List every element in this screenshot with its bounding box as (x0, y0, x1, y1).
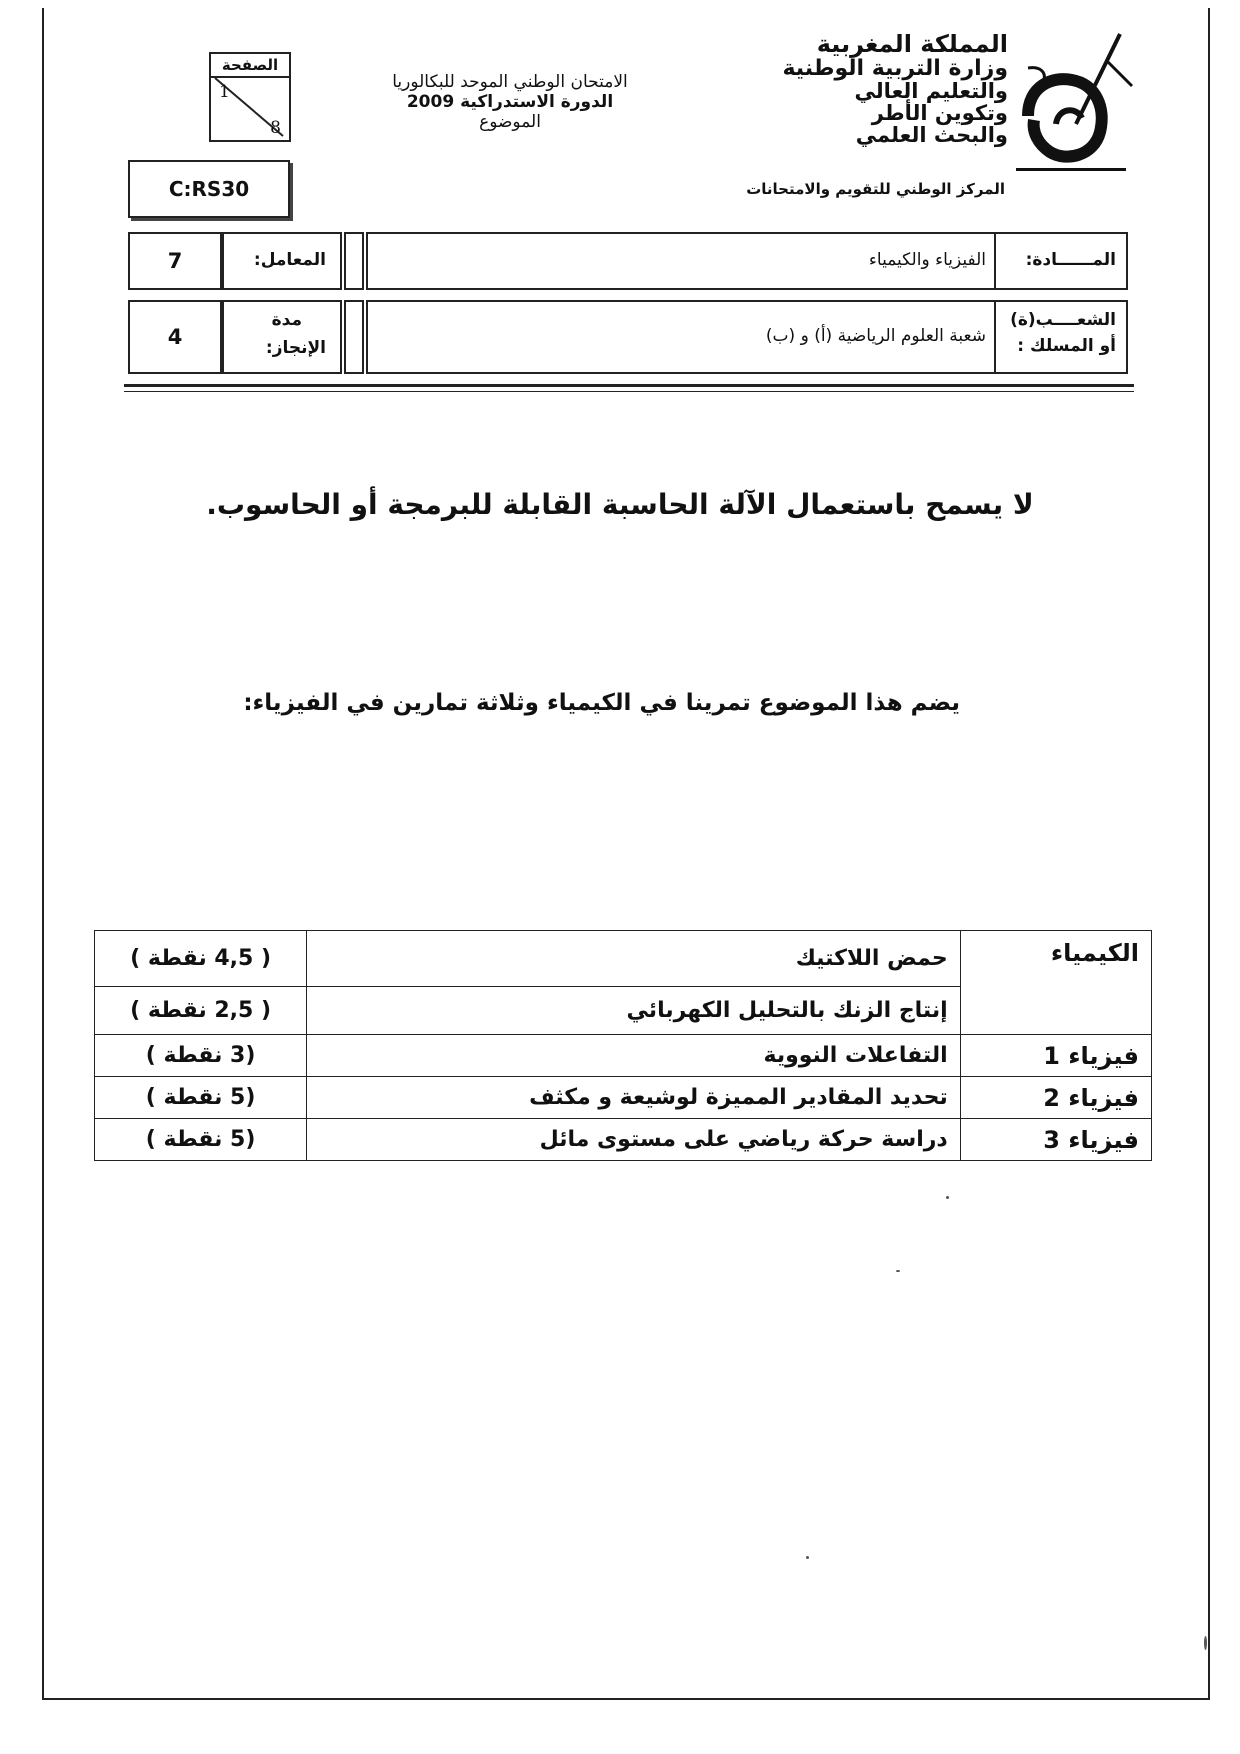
ministry-heading (668, 32, 1008, 146)
ministry-line-1: وزارة التربية الوطنية (782, 56, 1008, 82)
scan-speck (896, 1270, 900, 1272)
doc-type: الموضوع (479, 112, 541, 132)
branch-label-cell (994, 300, 1128, 374)
topic-cell: حمض اللاكتيك (307, 931, 961, 987)
calculator-notice: لا يسمح باستعمال الآلة الحاسبة القابلة للبرمجة أو الحاسوب. (206, 488, 1034, 521)
section-cell: فيزياء 2 (960, 1077, 1151, 1119)
spacer-cell (344, 300, 364, 374)
scan-speck (946, 1196, 949, 1199)
branch-value: شعبة العلوم الرياضية (أ) و (ب) (765, 326, 986, 346)
exercises-table (94, 930, 1152, 1161)
exam-session: الدورة الاستدراكية 2009 (406, 92, 614, 112)
ministry-line-3: وتكوين الأطر (871, 101, 1008, 126)
subject-label: المــــــادة: (1025, 250, 1116, 270)
coefficient-value: 7 (128, 232, 222, 290)
header-separator (124, 384, 1134, 387)
points-cell: (5 نقطة ) (95, 1077, 307, 1119)
points-cell: ( 2,5 نقطة ) (95, 987, 307, 1035)
table-row (95, 931, 1152, 987)
page-number-box (209, 52, 291, 142)
coefficient-label: المعامل: (253, 250, 326, 270)
topic-cell: تحديد المقادير المميزة لوشيعة و مكثف (307, 1077, 961, 1119)
ministry-logo (1010, 28, 1140, 178)
topic-cell: التفاعلات النووية (307, 1035, 961, 1077)
coefficient-label-cell (222, 232, 342, 290)
kingdom-name: المملكة المغربية (816, 30, 1008, 58)
ministry-line-2: والتعليم العالي (854, 79, 1008, 104)
duration-value: 4 (128, 300, 222, 374)
subject-label-cell (994, 232, 1128, 290)
ministry-line-4: والبحث العلمي (855, 123, 1008, 148)
topic-cell: دراسة حركة رياضي على مستوى مائل (307, 1119, 961, 1161)
exam-title: الامتحان الوطني الموحد للبكالوريا (392, 72, 628, 92)
page-total: 8 (270, 118, 281, 138)
branch-value-cell (366, 300, 996, 374)
branch-label-line2: أو المسلك : (1017, 336, 1116, 356)
scan-speck (806, 1556, 809, 1559)
header-separator-thin (124, 391, 1134, 392)
table-row (95, 1035, 1152, 1077)
spacer-cell (344, 232, 364, 290)
section-cell: فيزياء 1 (960, 1035, 1151, 1077)
page-current: 1 (219, 82, 230, 102)
exam-intro: يضم هذا الموضوع تمرينا في الكيمياء وثلاثة تمارين في الفيزياء: (243, 690, 960, 716)
exam-code: C:RS30 (128, 160, 290, 218)
points-cell: (3 نقطة ) (95, 1035, 307, 1077)
points-cell: (5 نقطة ) (95, 1119, 307, 1161)
subject-value-cell (366, 232, 996, 290)
evaluation-center: المركز الوطني للتقويم والامتحانات (746, 180, 1005, 198)
subject-value: الفيزياء والكيمياء (868, 250, 986, 270)
duration-label-line2: الإنجاز: (265, 338, 326, 358)
table-row (95, 1119, 1152, 1161)
section-cell: الكيمياء (960, 931, 1151, 1035)
duration-label-line1: مدة (271, 310, 302, 330)
section-cell: فيزياء 3 (960, 1119, 1151, 1161)
duration-label-cell (222, 300, 342, 374)
topic-cell: إنتاج الزنك بالتحليل الكهربائي (307, 987, 961, 1035)
scan-speck (1204, 1636, 1207, 1650)
points-cell: ( 4,5 نقطة ) (95, 931, 307, 987)
exam-heading (360, 72, 660, 132)
branch-label-line1: الشعــــب(ة) (1010, 310, 1116, 330)
table-row (95, 1077, 1152, 1119)
page-label: الصفحة (211, 54, 289, 78)
